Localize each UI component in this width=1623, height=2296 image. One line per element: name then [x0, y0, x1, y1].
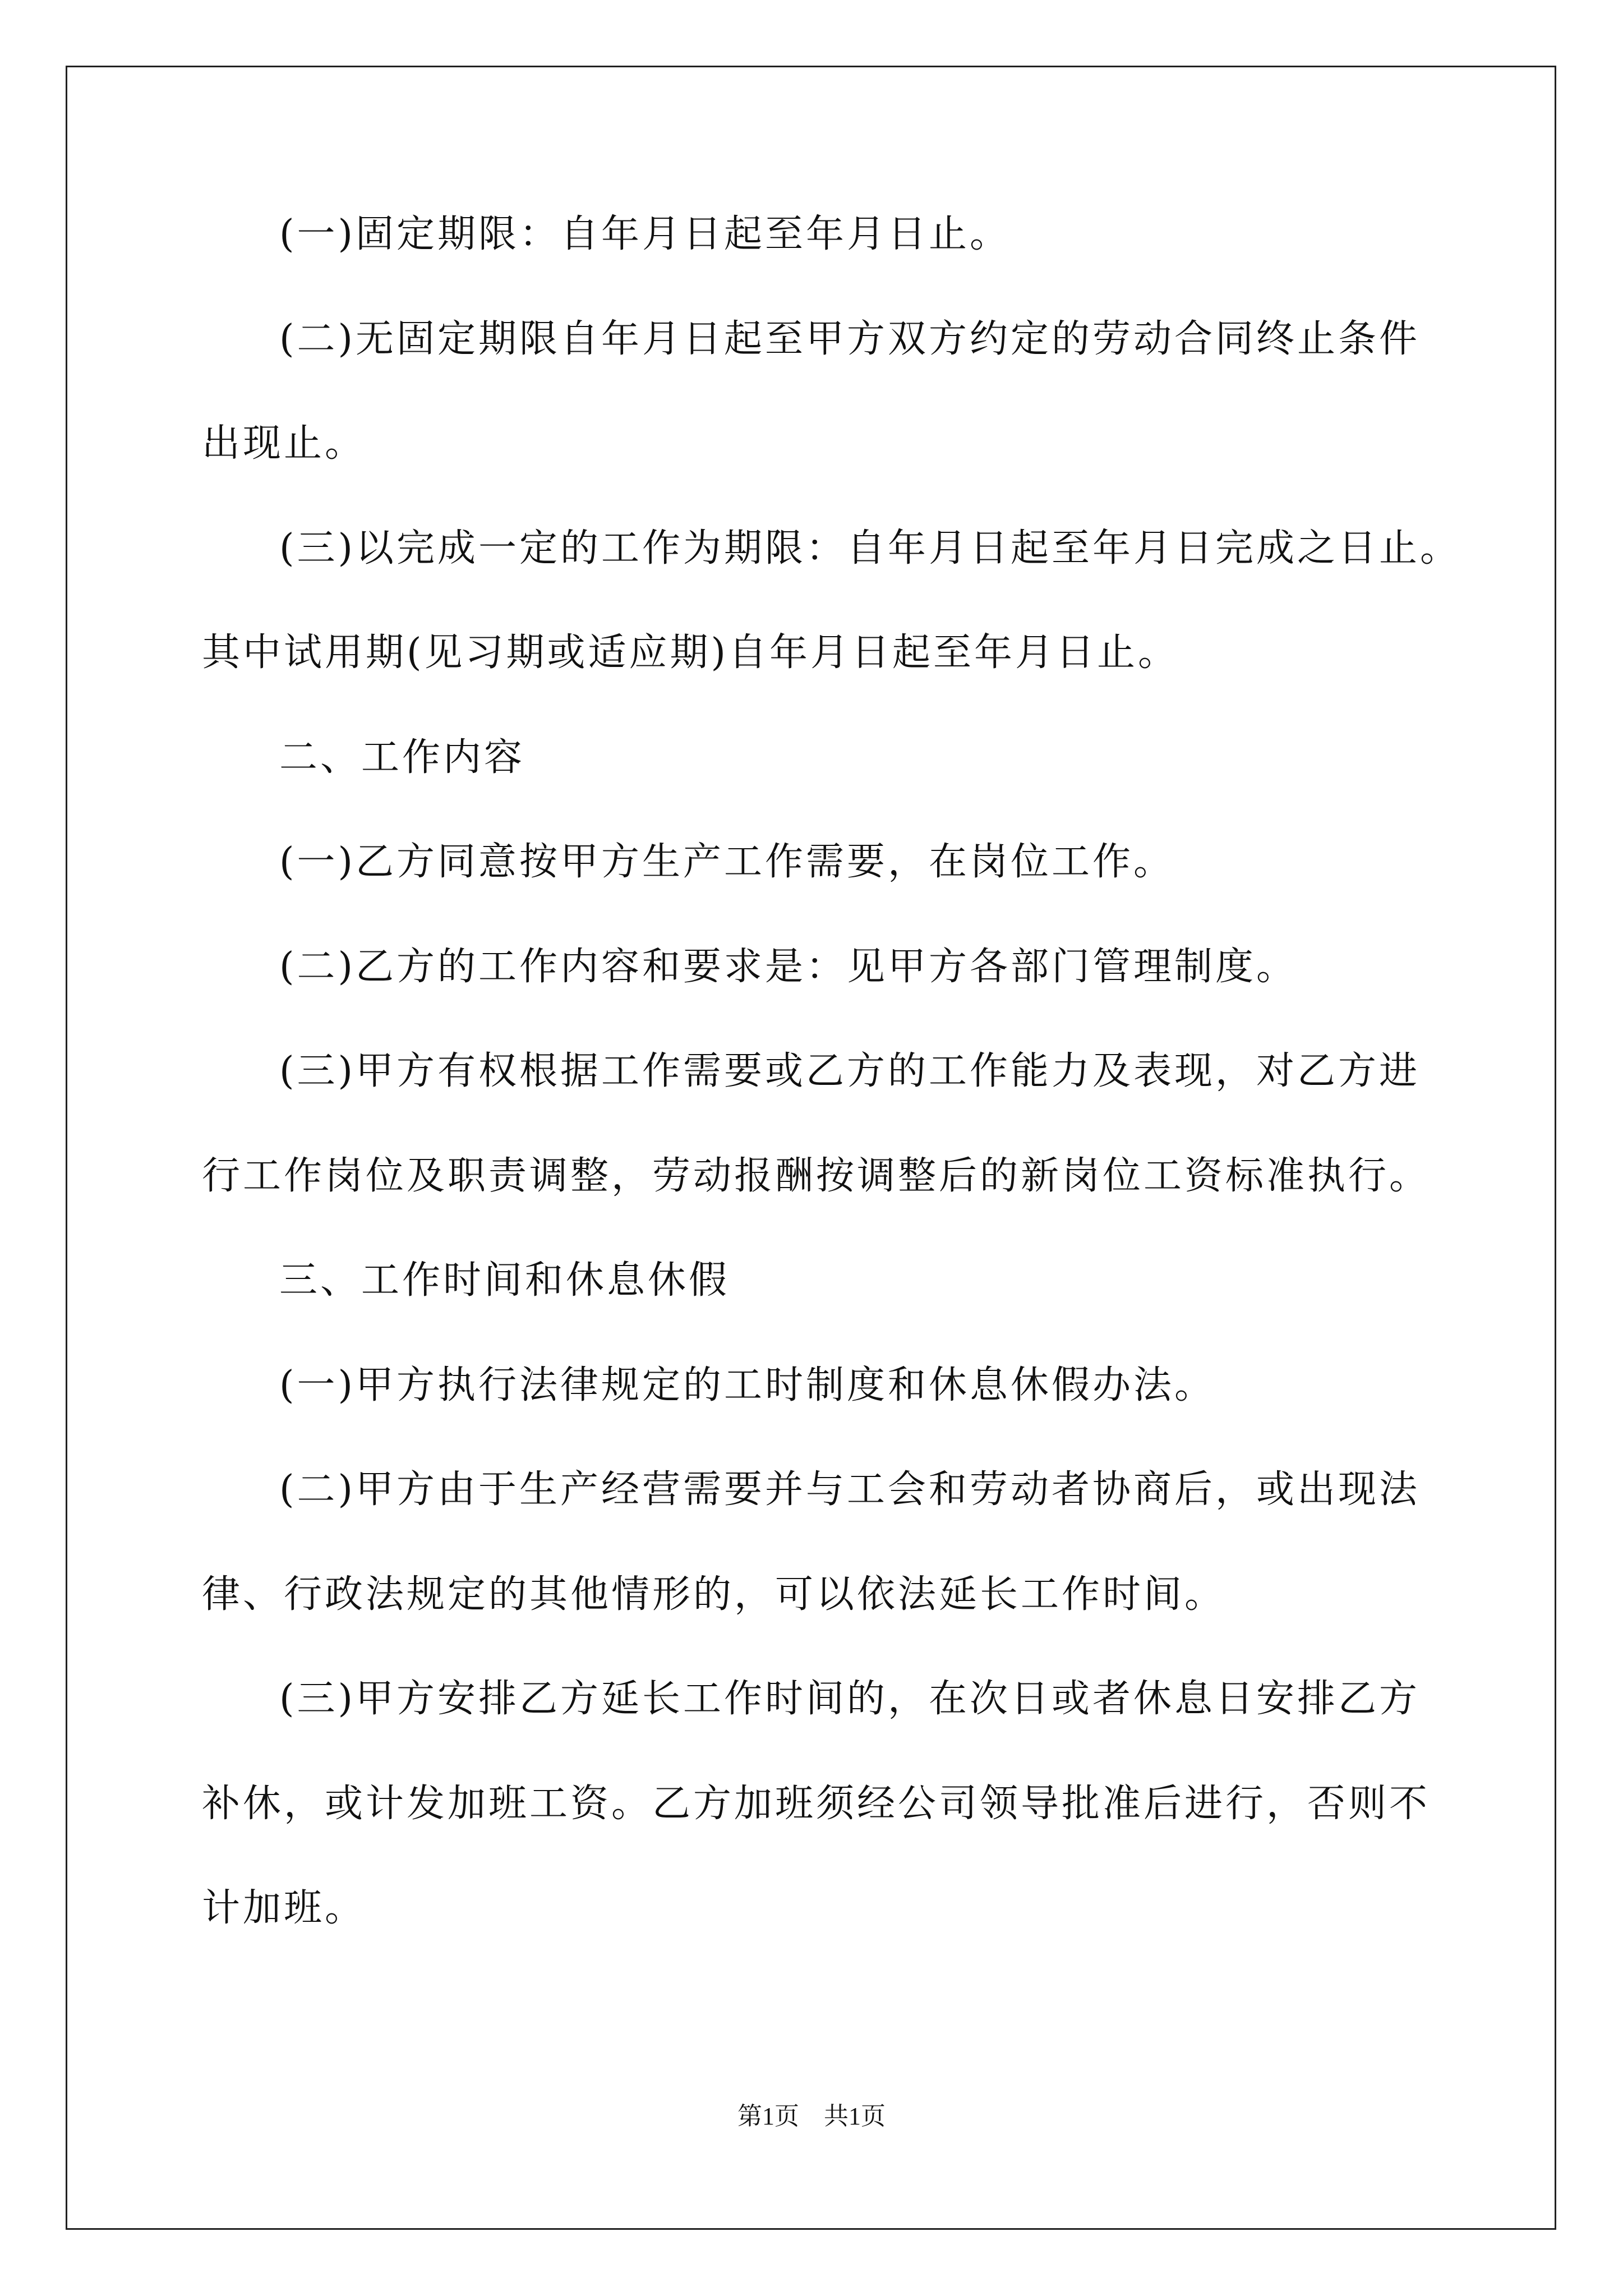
- paragraph-line: (三)以完成一定的工作为期限：自年月日起至年月日完成之日止。: [279, 526, 1461, 570]
- paragraph-line: 其中试用期(见习期或适应期)自年月日起至年月日止。: [202, 631, 1179, 675]
- page-footer: [0, 2100, 1623, 2133]
- section-heading: 二、工作内容: [279, 735, 525, 780]
- paragraph-line: (二)乙方的工作内容和要求是：见甲方各部门管理制度。: [279, 945, 1298, 989]
- paragraph-line: (三)甲方安排乙方延长工作时间的，在次日或者休息日安排乙方: [279, 1677, 1421, 1721]
- paragraph-line: (二)无固定期限自年月日起至甲方双方约定的劳动合同终止条件: [279, 317, 1421, 361]
- paragraph-line: (一)固定期限：自年月日起至年月日止。: [279, 212, 1011, 256]
- paragraph-line: (三)甲方有权根据工作需要或乙方的工作能力及表现，对乙方进: [279, 1049, 1421, 1093]
- paragraph-line: (一)乙方同意按甲方生产工作需要，在岗位工作。: [279, 840, 1175, 884]
- paragraph-line: (一)甲方执行法律规定的工时制度和休息休假办法。: [279, 1363, 1216, 1407]
- paragraph-line: 计加班。: [202, 1886, 366, 1930]
- paragraph-line: 行工作岗位及职责调整，劳动报酬按调整后的新岗位工资标准执行。: [202, 1154, 1431, 1198]
- page-total: 共1页: [824, 2102, 886, 2130]
- page-number: 第1页: [737, 2102, 799, 2130]
- section-heading: 三、工作时间和休息休假: [279, 1258, 730, 1303]
- paragraph-line: 出现止。: [202, 421, 366, 466]
- paragraph-line: 补休，或计发加班工资。乙方加班须经公司领导批准后进行，否则不: [202, 1782, 1431, 1826]
- paragraph-line: (二)甲方由于生产经营需要并与工会和劳动者协商后，或出现法: [279, 1467, 1421, 1512]
- paragraph-line: 律、行政法规定的其他情形的，可以依法延长工作时间。: [202, 1572, 1226, 1617]
